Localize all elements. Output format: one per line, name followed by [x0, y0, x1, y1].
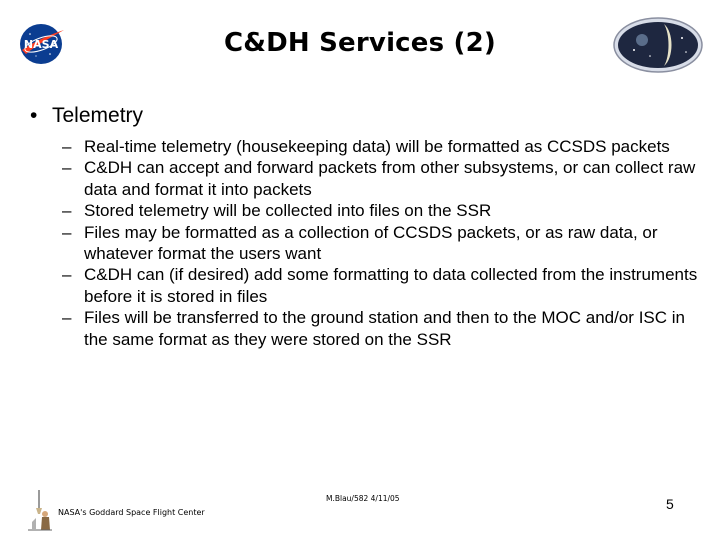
- footer-organization: NASA's Goddard Space Flight Center: [58, 508, 205, 517]
- bullet-telemetry: [30, 104, 143, 128]
- sub-bullet-list: [62, 136, 712, 350]
- sub-bullet-item: – Real-time telemetry (housekeeping data) will be formatted as CCSDS packets: [62, 137, 670, 156]
- goddard-figure-logo-icon: [24, 488, 54, 532]
- sub-bullet-item: – Stored telemetry will be collected into files on the SSR: [62, 201, 492, 221]
- slide-title: C&DH Services (2): [223, 28, 497, 58]
- mission-patch-logo-icon: [612, 16, 704, 74]
- svg-text:NASA: NASA: [23, 38, 59, 51]
- bullet-marker: •: [30, 104, 38, 127]
- page-number: 5: [666, 496, 674, 512]
- sub-bullet-item: – C&DH can accept and forward packets from other subsystems, or can collect raw data and format it into packets: [62, 158, 696, 199]
- sub-bullet-item: – Files may be formatted as a collection of CCSDS packets, or as raw data, or whatever format the users want: [62, 222, 658, 264]
- sub-bullet-item: – Files will be transferred to the ground station and then to the MOC and/or ISC in the same format as they were stored on the SSR: [62, 308, 685, 349]
- bullet-text: Telemetry: [52, 104, 144, 127]
- footer-author-date: M.Blau/582 4/11/05: [326, 494, 400, 503]
- sub-bullet-item: – C&DH can (if desired) add some formatting to data collected from the instruments before it is stored in files: [62, 265, 698, 306]
